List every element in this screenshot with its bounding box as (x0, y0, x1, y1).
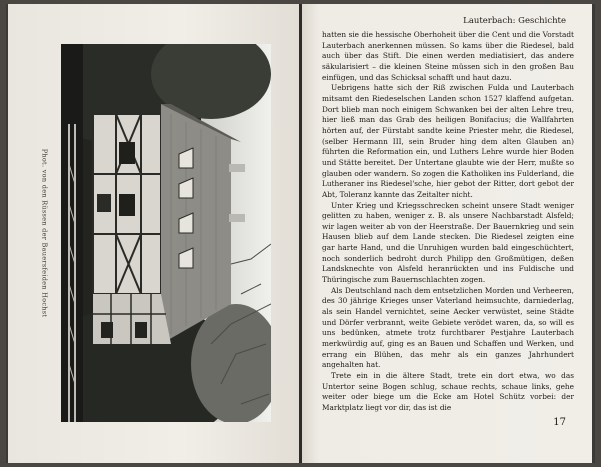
photo-caption-text: Phot. von den Rüssen der Bauersfeiden Hochst (40, 148, 48, 318)
paragraph: Als Deutschland nach dem entsetzlichen Morden und Verheeren, des 30 jährige Krieges unser Vaterland heimsuchte, darniederlag, als sein Handel vernichtet, seine Aecker verwüstet, seine Städte und Dörfer verbrannt, weite Gebiete verödet waren, da, so will es uns bedünken, atmete trotz furchtbarer Pestjahre Lauterbach merkwürdig auf, ging es an Bauen und Schaffen und Werken, und errang ein Blühen, das mehr als ein ganzes Jahrhundert angehalten hat. (322, 285, 574, 370)
running-head: Lauterbach: Geschichte (463, 16, 566, 26)
left-page (8, 4, 299, 463)
paragraph: Uebrigens hatte sich der Riß zwischen Fulda und Lauterbach mitsamt den Riedeselschen Landen schon 1527 klaffend aufgetan. Dort blieb man noch einigem Schwanken bei der alten Lehre treu, hier ließ man das Grab des heiligen Bonifacius; die Wallfahrten hörten auf, der Fürstabt sandte keine Priester mehr, die Riedesel, (selber Hermann III, sein Bruder hing dem alten Glauben an) führten die Reformation ein, und Luthers Lehre wurde hier Boden und Stätte bereitet. Der Untertane glaubte wie der Herr, mußte so glauben oder wandern. So zogen die Katholiken ins Fulderland, die Lutheraner ins Riedesel'sche, hier gebot der Ritter, dort gebot der Abt, Toleranz kannte das Zeitalter nicht. (322, 83, 574, 199)
paragraph: Unter Krieg und Kriegsschrecken scheint unsere Stadt weniger gelitten zu haben, weniger z. B. als unsere Nachbarstadt Alsfeld; wir lagen weiter ab von der Heerstraße. Der Bauernkrieg und sein Hausen blieb auf dem Lande stecken. Die Riedesel zeigten eine gar harte Hand, und die Unruhigen wurden bald eingeschüchtert, noch sonderlich bedroht durch Philipp den Großmütigen, deßen Landsknechte von Alsfeld heranrückten und ins Fuldische und Thüringische zum Bauernschlachten zogen. (322, 200, 574, 285)
photo-caption (37, 44, 51, 422)
book-spread (6, 4, 595, 463)
paragraph: Trete ein in die ältere Stadt, trete ein dort etwa, wo das Untertor seine Bogen schlug, schaue rechts, schaue links, gehe weiter oder biege um die Ecke am Hotel Schütz vorbei: der Marktplatz liegt vor dir, das ist die (322, 371, 574, 412)
paragraph: hatten sie die hessische Oberhoheit über die Cent und die Vorstadt Lauterbach anerkennen müssen. So kams über die Riedesel, bald auch über das Stift. Die einen werden mediatisiert, das andere säkularisiert – die kleinen Steine müssen sich in den großen Bau einfügen, und das Schicksal schafft und haut dazu. (322, 30, 574, 82)
house-photo (61, 44, 271, 422)
house-illustration (61, 44, 271, 422)
right-page (302, 4, 592, 463)
body-text (322, 30, 574, 414)
page-number: 17 (553, 417, 566, 428)
